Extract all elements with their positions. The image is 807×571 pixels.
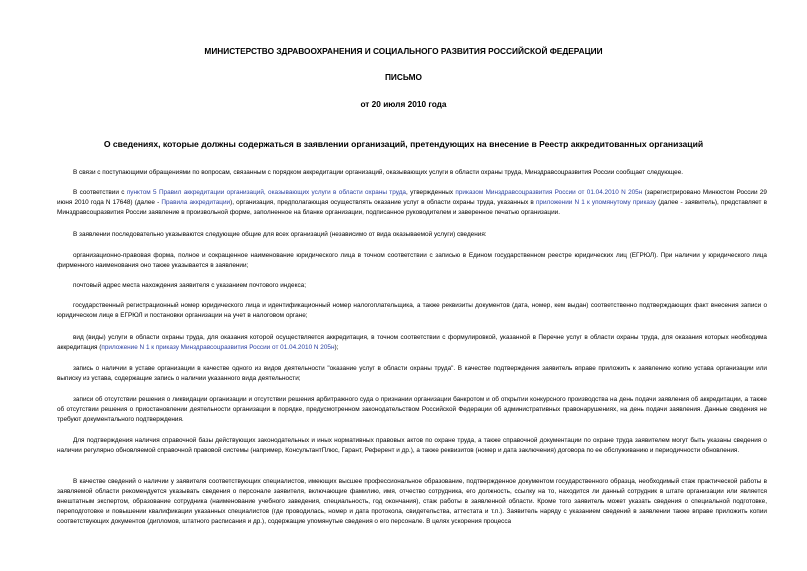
p2-text-3: (зарегистрировано Минюстом России 29 июня 2010 года N 17648) (далее - bbox=[57, 189, 767, 206]
document-title: О сведениях, которые должны содержаться в заявлении организаций, претендующих на внесение в Реестр аккредитованных организаций bbox=[103, 139, 704, 149]
link-rules-item-5[interactable]: пунктом 5 Правил аккредитации организаций, оказывающих услуги в области охраны труда bbox=[126, 189, 406, 196]
document-date: от 20 июля 2010 года bbox=[360, 99, 447, 109]
paragraph-1: В связи с поступающими обращениями по вопросам, связанным с порядком аккредитации организаций, оказывающих услуги в области охраны труда, Минздравсоцразвития России сообщает следующее. bbox=[73, 169, 684, 176]
link-order-205n[interactable]: приказом Минздравсоцразвития России от 01.04.2010 N 205н bbox=[455, 189, 643, 196]
paragraph-2 bbox=[57, 188, 767, 218]
paragraph-11: В качестве сведений о наличии у заявителя соответствующих специалистов, имеющих высшее профессиональное образование, подтвержденное документом государственного образца, необходимый стаж практической работы в заявляемой области рекомендуется указывать сведения о персонале заявителя, включающие фамилию, имя, отчество сотрудника, его должность, ссылку на то, находится ли данный сотрудник в штате организации или является внештатным экспертом, образование сотрудника (наименование учебного заведения, специальность, год окончания), стаж работы в заявленной области. Кроме того заявитель может указать сведения о специальной подготовке, переподготовке и повышении квалификации указанных специалистов (где проводилась, номер и дата протокола, свидетельства, аттестата и т.п.). Заявитель наряду с указанием сведений в заявлении также вправе приложить копии соответствующих документов (дипломов, штатного расписания и др.), содержащие упомянутые сведения о его персонале. В целях ускорения процесса bbox=[57, 478, 767, 525]
p7-text-2: ); bbox=[334, 344, 339, 351]
p2-text-2: , утвержденных bbox=[405, 189, 456, 196]
paragraph-6: государственный регистрационный номер юридического лица и идентификационный номер налогоплательщика, а также реквизиты документов (дата, номер, кем выдан) соответственно подтверждающих факт внесения записи о юридическом лице в ЕГРЮЛ и постановки организации на учет в налоговом органе; bbox=[57, 302, 767, 319]
paragraph-9: записи об отсутствии решения о ликвидации организации и отсутствии решения арбитражного суда о признании организации банкротом и об открытии конкурсного производства на день подачи заявления об аккредитации, а также об отсутствии решения о приостановлении деятельности организации в порядке, предусмотренном законодательством Российской Федерации об административных правонарушениях, на день подачи заявления. Данные сведения не требуют документального подтверждения. bbox=[57, 396, 767, 423]
document-type: ПИСЬМО bbox=[384, 72, 423, 82]
link-appendix-1-order[interactable]: приложение N 1 к приказу Минздравсоцразвития России от 01.04.2010 N 205н bbox=[101, 344, 335, 351]
p2-text-4: ), организация, предполагающая осуществлять оказание услуг в области охраны труда, указанных в bbox=[230, 199, 536, 206]
paragraph-10: Для подтверждения наличия справочной базы действующих законодательных и иных нормативных правовых актов по охране труда, а также справочной документации по охране труда заявителем могут быть указаны сведения о наличии регулярно обновляемой справочной правовой системы (например, КонсультантПлюс, Гарант, Референт и др.), а также реквизитов (номер и дата заключения) договора по ее обслуживанию и периодичности обновления. bbox=[57, 437, 767, 454]
p2-text-5: (далее - заявитель), представляет в Минздравсоцразвития России заявление в произвольной форме, заполненное на бланке организации, подписанное руководителем и заверенное печатью организации. bbox=[57, 199, 767, 216]
paragraph-5: почтовый адрес места нахождения заявителя с указанием почтового индекса; bbox=[73, 282, 306, 289]
link-appendix-1[interactable]: приложении N 1 к упомянутому приказу bbox=[535, 199, 656, 206]
p2-text-1: В соответствии с bbox=[73, 189, 127, 196]
paragraph-8: запись о наличии в уставе организации в качестве одного из видов деятельности "оказание услуг в области охраны труда". В качестве подтверждения заявитель вправе приложить к заявлению копию устава организации или выписку из устава, содержащие запись о наличии указанного вида деятельности; bbox=[57, 365, 767, 382]
ministry-heading: МИНИСТЕРСТВО ЗДРАВООХРАНЕНИЯ И СОЦИАЛЬНОГО РАЗВИТИЯ РОССИЙСКОЙ ФЕДЕРАЦИИ bbox=[204, 46, 603, 56]
paragraph-4: организационно-правовая форма, полное и сокращенное наименование юридического лица в точном соответствии с записью в Едином государственном реестре юридических лиц (ЕГРЮЛ). При наличии у юридического лица фирменного наименования оно также указывается в заявлении; bbox=[57, 252, 767, 269]
link-accreditation-rules[interactable]: Правила аккредитации bbox=[161, 199, 231, 206]
paragraph-7 bbox=[57, 333, 767, 353]
p7-text-1: вид (виды) услуги в области охраны труда, для оказания которой осуществляется аккредитация, в точном соответствии с формулировкой, указанной в Перечне услуг в области охраны труда, для оказания которых необходима аккредитация ( bbox=[57, 334, 767, 351]
paragraph-3: В заявлении последовательно указываются следующие общие для всех организаций (независимо от вида оказываемой услуги) сведения: bbox=[73, 231, 487, 238]
